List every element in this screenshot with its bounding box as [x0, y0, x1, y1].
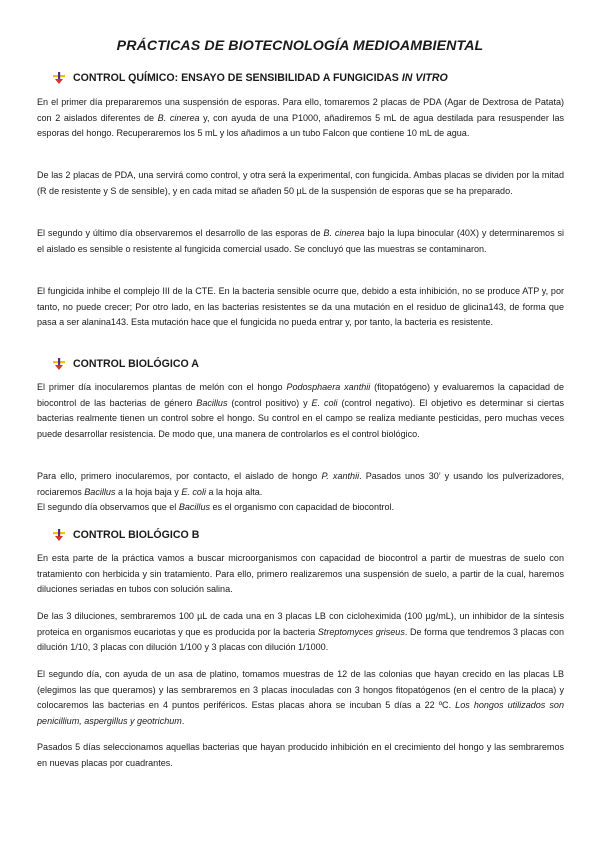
text-run: Para ello, primero inocularemos, por contacto, el aislado de hongo — [37, 471, 322, 481]
section-heading-text: CONTROL BIOLÓGICO A — [73, 358, 199, 370]
italic-run: Bacillus — [178, 502, 211, 513]
paragraph — [37, 609, 564, 656]
text-run: El segundo día, con ayuda de un asa de platino, tomamos muestras de 12 de las colonias que hayan crecido en las placas LB (elegimos las que queramos) y las sembraremos en 3 placas inoculadas con 3 hongos fitopatógenos (en el centro de la placa) y colocaremos las bacterias en 4 puntos periféricos. Estas placas ahora se incuban 5 días a 22 ºC. — [37, 669, 564, 711]
italic-run: E. coli — [181, 486, 206, 497]
text-run: El segundo día observamos que el — [37, 502, 179, 513]
text-run: . Pasados unos 30’ y usando los pulverizadores, rociaremos — [37, 471, 565, 497]
paragraph — [37, 551, 564, 598]
text-run: . De forma que tendremos 3 placas con dilución 1/10, 3 placas con dilución 1/100 y 3 placas con dilución 1/1000. — [37, 626, 564, 653]
arrow-down-bullet-icon — [52, 357, 66, 371]
paragraph-text: Pasados 5 días seleccionamos aquellas bacterias que hayan producido inhibición en el crecimiento del hongo y las sembraremos en nuevas placas por cuadrantes. — [37, 742, 564, 768]
italic-run: Bacillus — [84, 486, 116, 497]
text-run: a la hoja baja y — [115, 486, 182, 497]
section-heading-control-biologico-a — [52, 357, 199, 371]
arrow-down-bullet-icon — [52, 71, 66, 85]
paragraph — [37, 284, 564, 331]
text-run: a la hoja alta. — [205, 486, 263, 497]
text-run: y, con ayuda de una P1000, añadiremos 5 mL de agua destilada para resuspender las esporas del hongo. Recuperaremos los 5 mL y los añadimos a un tubo Falcon que contiene 10 mL de agua. — [37, 112, 565, 139]
italic-run: Bacillus — [196, 397, 228, 408]
text-run: El primer día inocularemos plantas de melón con el hongo — [37, 382, 287, 392]
text-run: En el primer día prepararemos una suspensión de esporas. Para ello, tomaremos 2 placas de PDA (Agar de Dextrosa de Patata) con 2 aislados diferentes de — [37, 97, 564, 123]
italic-run: Los hongos utilizados son penicillium, aspergillus y geotrichum — [37, 700, 564, 726]
paragraph-text: En esta parte de la práctica vamos a buscar microorganismos con capacidad de biocontrol a partir de muestras de suelo con tratamiento con herbicida y sin tratamiento. Para ello, primero realizaremos una suspensión de suelo, a partir de la cual, haremos diluciones seriadas en tubos con solución salina. — [37, 553, 564, 595]
paragraph — [37, 667, 564, 729]
paragraph — [37, 95, 564, 142]
italic-run: P. xanthii — [321, 471, 360, 481]
arrow-down-bullet-icon — [52, 528, 66, 542]
paragraph — [37, 226, 564, 257]
text-run: . — [181, 715, 185, 726]
italic-run: E. coli — [311, 397, 338, 408]
text-run: (control positivo) y — [227, 397, 312, 408]
text-run: bajo la lupa binocular (40X) y determinaremos si el aislado es sensible o resistente al fungicida comercial usado. Se concluyó que las muestras se contaminaron. — [37, 228, 564, 254]
paragraph — [37, 168, 564, 199]
italic-run: Streptomyces griseus — [317, 626, 405, 637]
section-heading-control-biologico-b — [52, 528, 199, 542]
section-heading-control-quimico — [52, 71, 448, 85]
paragraph — [37, 740, 564, 771]
section-heading-italic: IN VITRO — [401, 72, 448, 84]
text-run: De las 3 diluciones, sembraremos 100 µL de cada una en 3 placas LB con cicloheximida (100 µg/mL), un inhibidor de la síntesis proteica en organismos eucariotas y que es producida por la bacteria — [37, 611, 564, 637]
paragraph — [37, 380, 564, 442]
page-title: PRÁCTICAS DE BIOTECNOLOGÍA MEDIOAMBIENTAL — [116, 38, 484, 54]
text-run: El segundo y último día observaremos el desarrollo de las esporas de — [37, 228, 324, 238]
italic-run: Podosphaera xanthii — [286, 382, 371, 392]
paragraph-text: El fungicida inhibe el complejo III de la CTE. En la bacteria sensible ocurre que, debido a esta inhibición, no se produce ATP y, por tanto, no puede crecer; Por otro lado, en las bacterias resistentes se da una mutación en el residuo de glicina143, de forma que pasa a ser alanina143. Esta mutación hace que el fungicida no pueda entrar y, por tanto, la bacteria es resistente. — [37, 286, 564, 328]
paragraph — [37, 469, 564, 516]
text-run: (fitopatógeno) y evaluaremos la capacidad de biocontrol de las bacterias de género — [37, 382, 564, 408]
italic-run: B. cinerea — [157, 112, 200, 123]
italic-run: B. cinerea — [323, 228, 365, 238]
text-run: es el organismo con capacidad de biocontrol. — [210, 502, 395, 513]
section-heading-text: CONTROL QUÍMICO: ENSAYO DE SENSIBILIDAD A FUNGICIDAS — [73, 72, 399, 84]
section-heading-text: CONTROL BIOLÓGICO B — [73, 529, 200, 541]
paragraph-text: De las 2 placas de PDA, una servirá como control, y otra será la experimental, con fungicida. Ambas placas se dividen por la mitad (R de resistente y S de sensible), y en cada mitad se añaden 50 µL de la suspensión de esporas que se ha preparado. — [37, 170, 564, 196]
text-run: (control negativo). El objetivo es determinar si ciertas bacterias realmente tienen un control sobre el hongo. Su control en el campo se realiza mediante pesticidas, pero muchas veces puede desarrollar resistencia. De modo que, una manera de controlarlos es el control biológico. — [37, 397, 564, 439]
